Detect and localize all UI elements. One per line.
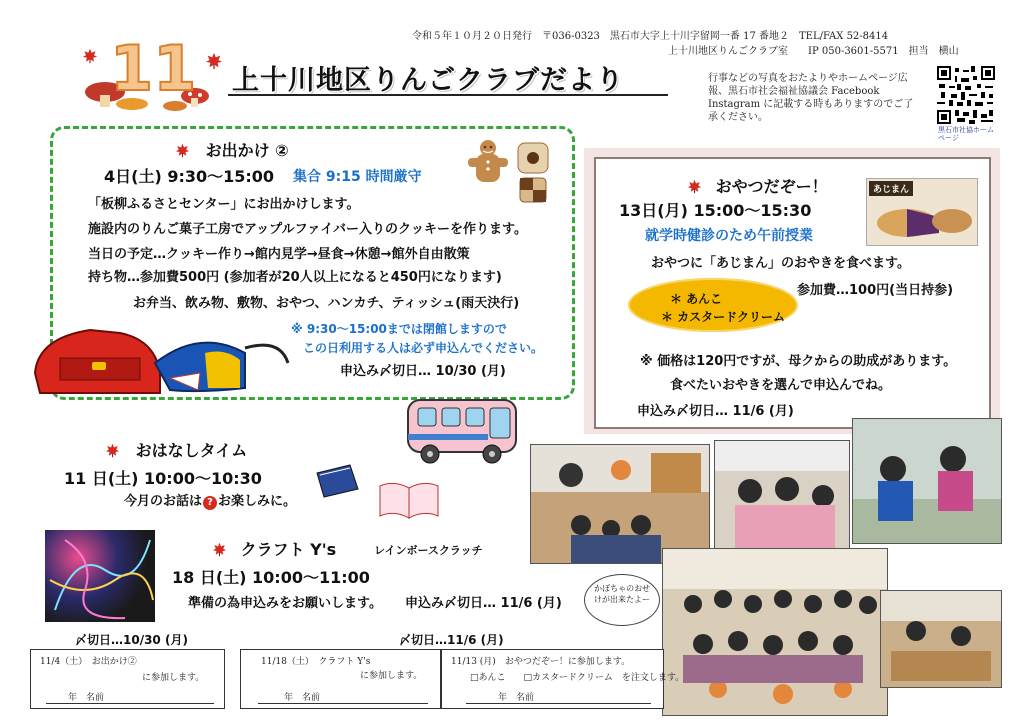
- snack-reason: 就学時健診のため午前授業: [645, 228, 813, 244]
- cookie-illustration: [468, 138, 554, 206]
- snack-note-1: ※ 価格は120円ですが、母クからの助成があります。: [640, 354, 957, 369]
- outing-deadline: 申込み〆切日… 10/30 (月): [340, 364, 506, 379]
- snack-line-1: おやつに「あじまん」のおやきを食べます。: [651, 256, 910, 271]
- snack-option-2: ＊ カスタードクリーム: [661, 310, 785, 324]
- rainbow-scratch-photo: [45, 530, 155, 622]
- outing-form-title: 11/4（土） お出かけ②: [40, 657, 137, 667]
- outing-line-1: 「板柳ふるさとセンター」にお出かけします。: [88, 197, 360, 212]
- outing-date-time: 4日(土) 9:30～15:00: [104, 167, 275, 186]
- craft-heading: クラフト Y's: [212, 537, 336, 560]
- activity-photo-1: [530, 444, 710, 564]
- snack-deadline: 申込み〆切日… 11/6 (月): [637, 404, 794, 419]
- outing-line-5: お弁当、飲み物、敷物、おやつ、ハンカチ、ティッシュ(雨天決行): [133, 296, 520, 311]
- form-deadline-right: 〆切日…11/6 (月): [399, 633, 504, 647]
- photo-notice: 行事などの写真をおたよりやホームページ広報、黒石市社会福祉協議会 Facebook Instagram に記載する時もありますのでご了承ください。: [708, 73, 914, 123]
- outing-line-4: 持ち物…参加費500円 (参加者が20人以上になると450円になります): [88, 270, 502, 285]
- activity-photo-3: [852, 418, 1002, 544]
- craft-form-title: 11/18（土） クラフト Y's: [261, 657, 371, 667]
- outing-assembly: 集合 9:15 時間厳守: [293, 169, 422, 185]
- outing-line-2: 施設内のりんご菓子工房でアップルファイバー入りのクッキーを作ります。: [88, 222, 528, 237]
- story-heading: おはなしタイム: [105, 438, 247, 461]
- speech-bubble: かぼちゃのおせけが出来たよー: [584, 574, 660, 626]
- outing-form-text: に参加します。: [142, 673, 205, 683]
- craft-form-text: に参加します。: [360, 671, 423, 681]
- activity-photo-2: [714, 440, 850, 554]
- snack-note-2: 食べたいおやきを選んで申込んでね。: [670, 378, 892, 393]
- group-photo: [662, 548, 888, 716]
- title-underline: [228, 94, 668, 96]
- publication-info: 令和５年１０月２０日発行 〒036-0323 黒石市大字上十川字留岡一番 17 番地２ TEL/FAX 52-8414: [412, 31, 889, 42]
- snack-form-title: 11/13 (月) おやつだぞー！に参加します。: [451, 657, 631, 667]
- craft-date-time: 18 日(土) 10:00～11:00: [172, 568, 370, 587]
- maple-leaf-icon: [175, 143, 190, 158]
- craft-line-1: 準備の為申込みをお願いします。: [188, 596, 382, 611]
- newsletter-title: 上十川地区りんごクラブだより: [232, 65, 624, 96]
- craft-subtitle: レインボースクラッチ: [374, 544, 483, 557]
- issue-number: 11: [110, 32, 197, 105]
- outing-heading: お出かけ ②: [175, 138, 289, 161]
- snack-heading: おやつだぞー！: [687, 174, 828, 197]
- craft-form-name-label: 年 名前: [284, 693, 321, 703]
- craft-form-name-field[interactable]: [258, 703, 428, 704]
- snack-date-time: 13日(月) 15:00～15:30: [619, 201, 812, 220]
- outing-note-2: この日利用する人は必ず申込んでください。: [303, 341, 544, 355]
- snack-form-name-field[interactable]: [466, 703, 651, 704]
- snack-form-name-label: 年 名前: [498, 693, 535, 703]
- open-book-icon: [376, 476, 442, 522]
- qr-code[interactable]: [937, 66, 995, 124]
- snack-option-1: ＊ あんこ: [670, 292, 723, 306]
- maple-leaf-icon: [687, 179, 702, 194]
- book-icon: [312, 463, 362, 501]
- ajiman-label: あじまん: [869, 181, 913, 196]
- question-mark-icon: ?: [203, 496, 217, 510]
- craft-deadline: 申込み〆切日… 11/6 (月): [405, 596, 562, 611]
- ajiman-photo: [866, 178, 978, 246]
- outing-form-name-label: 年 名前: [68, 693, 105, 703]
- snack-fee: 参加費…100円(当日持参): [797, 283, 954, 298]
- story-line: 今月のお話は ? お楽しみに。: [124, 494, 297, 509]
- outing-note-1: ※ 9:30～15:00までは閉館しますので: [291, 322, 507, 336]
- maple-leaf-icon: [105, 443, 120, 458]
- outing-line-3: 当日の予定…クッキー作り→館内見学→昼食→休憩→館外自由散策: [88, 247, 470, 262]
- qr-caption: 黒石市社協ホームページ: [938, 126, 994, 142]
- backpack-illustration: [30, 318, 295, 398]
- outing-form-name-field[interactable]: [46, 703, 214, 704]
- maple-leaf-icon: [212, 542, 227, 557]
- form-deadline-left: 〆切日…10/30 (月): [75, 633, 188, 647]
- contact-info: 上十川地区りんごクラブ室 IP 050-3601-5571 担当 横山: [668, 46, 959, 57]
- bus-illustration: [404, 392, 522, 472]
- activity-photo-4: [880, 590, 1002, 688]
- snack-form-options[interactable]: □あんこ □カスタードクリーム を注文します。: [470, 673, 685, 683]
- story-date-time: 11 日(土) 10:00～10:30: [64, 469, 262, 488]
